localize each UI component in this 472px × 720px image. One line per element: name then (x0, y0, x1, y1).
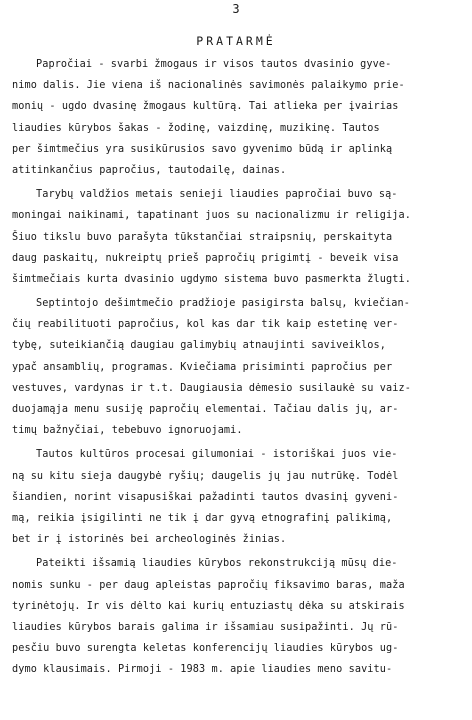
text-line: ną su kitu sieja daugybė ryšių; daugelis jų jau nutrūkę. Todėl (12, 470, 399, 482)
page-number: 3 (232, 2, 240, 16)
text-line: šimtmečiais kurta dvasinio ugdymo sistema buvo pasmerkta žlugti. (12, 273, 411, 285)
text-line: liaudies kūrybos šakas - žodinę, vaizdinę, muzikinę. Tautos (12, 122, 380, 134)
paragraph (12, 293, 460, 441)
text-line: tybę, suteikiančią daugiau galimybių atnaujinti saviveiklos, (12, 340, 387, 352)
text-line: tyrinėtojų. Ir vis dėlto kai kurių entuziastų dėka su atskirais (12, 600, 405, 612)
paragraph (12, 184, 460, 290)
paragraph (12, 553, 460, 680)
text-line: nomis sunku - per daug apleistas papročių fiksavimo baras, maža (12, 579, 405, 591)
text-line: daug paskaitų, nukreiptų prieš papročių prigimtį - beveik visa (12, 252, 399, 264)
text-line: liaudies kūrybos barais galima ir išsamiau susipažinti. Jų rū- (12, 621, 399, 633)
text-line: Pateikti išsamią liaudies kūrybos rekonstrukciją mūsų die- (36, 558, 398, 570)
text-line: Šiuo tikslu buvo parašyta tūkstančiai straipsnių, perskaityta (12, 231, 393, 243)
text-line: moningai naikinami, tapatinant juos su nacionalizmu ir religija. (12, 210, 411, 222)
text-line: Tautos kultūros procesai gilumoniai - istoriškai juos vie- (36, 449, 398, 461)
text-line: monių - ugdo dvasinę žmogaus kultūrą. Tai atlieka per įvairias (12, 101, 399, 113)
paragraph (12, 444, 460, 550)
text-line: čių reabilituoti papročius, kol kas dar tik kaip estetinę ver- (12, 319, 399, 331)
document-body (12, 54, 460, 680)
text-line: atitinkančius papročius, tautodailę, dainas. (12, 164, 287, 176)
text-line: Septintojo dešimtmečio pradžioje pasigirsta balsų, kviečian- (36, 298, 411, 310)
text-line: timų bažnyčiai, tebebuvo ignoruojami. (12, 425, 243, 437)
text-line: mą, reikia įsigilinti ne tik į dar gyvą etnografinį palikimą, (12, 512, 393, 524)
text-line: vestuves, vardynas ir t.t. Daugiausia dėmesio susilaukė su vaiz- (12, 382, 411, 394)
text-line: duojamąja menu susiję papročių elementai. Tačiau dalis jų, ar- (12, 404, 399, 415)
paragraph (12, 54, 460, 181)
text-line: nimo dalis. Jie viena iš nacionalinės savimonės palaikymo prie- (12, 80, 405, 92)
text-line: bet ir į istorinės bei archeologinės žinias. (12, 534, 287, 546)
page-heading: PRATARMĖ (196, 34, 276, 48)
text-line: per šimtmečius yra susikūrusios savo gyvenimo būdą ir aplinką (12, 143, 393, 155)
text-line: Papročiai - svarbi žmogaus ir visos tautos dvasinio gyve- (36, 59, 392, 70)
text-line: pesčiu buvo surengta keletas konferencijų liaudies kūrybos ug- (12, 643, 399, 655)
text-line: Tarybų valdžios metais senieji liaudies papročiai buvo są- (36, 189, 398, 201)
text-line: ypač ansamblių, programas. Kviečiama prisiminti papročius per (12, 361, 393, 373)
text-line: dymo klausimais. Pirmoji - 1983 m. apie liaudies meno savitu- (12, 664, 393, 676)
text-line: šiandien, norint visapusiškai pažadinti tautos dvasinį gyveni- (12, 491, 399, 503)
